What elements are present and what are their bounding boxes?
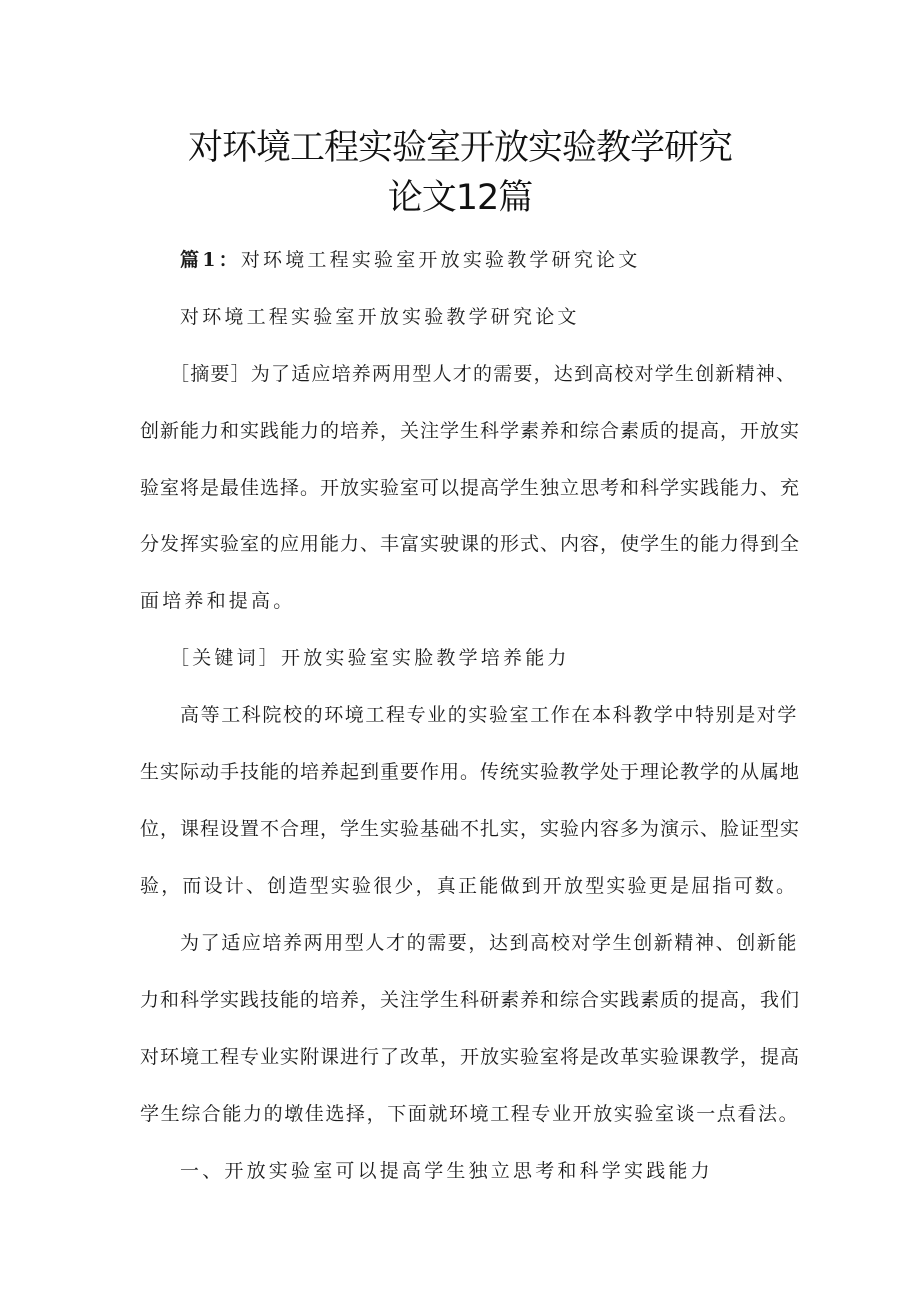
paragraph-line: 为了适应培养两用型人才的需要，达到高校对学生创新精神、创新能 bbox=[180, 932, 799, 954]
document-title-line-1: 对环境工程实验室开放实验教学研究 bbox=[187, 128, 732, 168]
article-heading-text: 对环境工程实验室开放实验教学研究论文 bbox=[240, 249, 641, 271]
abstract-line: ［摘要］为了适应培养两用型人才的需要，达到高校对学生创新精神、 bbox=[170, 363, 797, 385]
section-heading: 一、开放实验室可以提高学生独立思考和科学实践能力 bbox=[180, 1160, 713, 1182]
document-title-line-2: 论文12篇 bbox=[387, 178, 533, 218]
abstract-line: 分发挥实验室的应用能力、丰富实驶课的形式、内容，使学生的能力得到全 bbox=[140, 533, 801, 555]
article-heading bbox=[180, 245, 640, 272]
paragraph-line: 位，课程设置不合理，学生实验基础不扎实，实验内容多为演示、脸证型实 bbox=[140, 818, 801, 840]
article-heading-label: 篇1： bbox=[180, 249, 241, 271]
paragraph-line: 对环境工程专业实附课进行了改革，开放实验室将是改革实验课教学，提高 bbox=[140, 1046, 801, 1068]
paragraph-line: 力和科学实践技能的培养，关注学生科研素养和综合实践素质的提高，我们 bbox=[140, 989, 801, 1011]
paragraph-line: 验，而设计、创造型实验很少，真正能做到开放型实验更是屈指可数。 bbox=[140, 875, 798, 897]
paragraph-line: 生实际动手技能的培养起到重要作用。传统实验教学处于理论教学的从属地 bbox=[140, 761, 801, 783]
paragraph-line: 学生综合能力的墩佳选择，下面就环境工程专业开放实验室谈一点看法。 bbox=[140, 1103, 800, 1125]
paragraph-line: 高等工科院校的环境工程专业的实验室工作在本科教学中特别是对学 bbox=[180, 704, 799, 726]
article-subtitle: 对环境工程实验室开放实验教学研究论文 bbox=[180, 306, 580, 328]
abstract-line: 面培养和提高。 bbox=[140, 590, 296, 612]
abstract-line: 验室将是最佳选择。开放实验室可以提高学生独立思考和科学实践能力、充 bbox=[140, 477, 801, 499]
keywords-line: ［关键词］开放实验室实脸教学培养能力 bbox=[170, 647, 570, 669]
abstract-line: 创新能力和实践能力的培养，关注学生科学素养和综合素质的提高，开放实 bbox=[140, 420, 801, 442]
